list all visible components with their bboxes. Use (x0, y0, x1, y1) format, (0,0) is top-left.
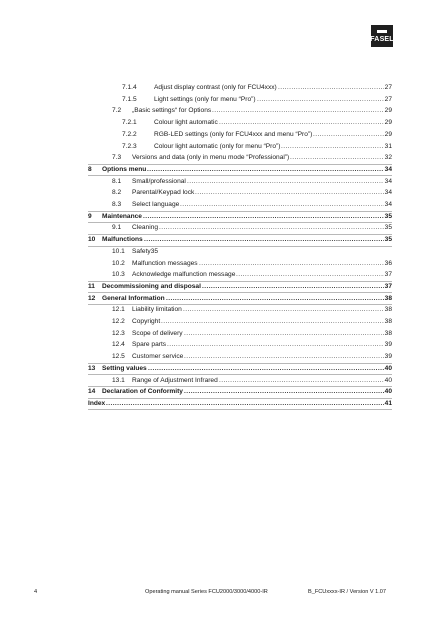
toc-entry-page: 35 (384, 224, 392, 232)
toc-entry-title: Options menu (102, 165, 147, 173)
toc-entry-title: Spare parts (132, 341, 167, 349)
toc-leader-dots (257, 95, 384, 104)
toc-entry-title: „Basic settings“ for Options (132, 107, 212, 115)
toc-leader-dots (187, 177, 384, 186)
toc-separator (88, 409, 392, 410)
toc-entry-page: 31 (384, 142, 392, 150)
toc-leader-dots (212, 106, 384, 115)
toc-entry-title: Light settings (only for menu “Pro”) (154, 95, 256, 103)
toc-entry-number: 12.4 (112, 341, 125, 349)
toc-entry-page: 29 (384, 107, 392, 115)
toc-entry-page: 38 (384, 318, 392, 325)
toc-leader-dots (195, 188, 384, 197)
toc-leader-dots (219, 118, 384, 127)
toc-entry-title: Malfunction messages (132, 259, 198, 267)
toc-entry-number: 13.1 (112, 376, 125, 384)
toc-entry-number: 12.2 (112, 318, 125, 325)
fasel-logo (371, 25, 393, 47)
toc-entry-number: 7.2.3 (122, 142, 137, 150)
toc-leader-dots (180, 200, 384, 209)
toc-leader-dots (278, 83, 384, 92)
toc-entry-title: RGB-LED settings (only for FCU4xxx and menu “Pro”) (154, 130, 313, 138)
toc-entry-title: Malfunctions (102, 236, 143, 244)
toc-entry-title: Parental/Keypad lock (132, 189, 195, 197)
toc-entry-number: 13 (88, 364, 96, 372)
footer-page-number: 4 (34, 589, 38, 595)
toc-leader-dots (147, 165, 384, 174)
toc-entry-title: Maintenance (102, 212, 142, 220)
toc-entry-number: 7.2 (112, 107, 122, 115)
toc-leader-dots (199, 259, 384, 268)
toc-leader-dots (144, 235, 384, 244)
toc-leader-dots (106, 399, 384, 408)
toc-entry-number: 7.2.2 (122, 130, 137, 138)
toc-entry-number: 7.3 (112, 154, 122, 162)
toc-entry-title: Customer service (132, 353, 184, 361)
toc-leader-dots (184, 387, 384, 396)
toc-entry-page: 27 (384, 95, 392, 103)
toc-entry-page: 37 (384, 271, 392, 279)
toc-leader-dots (281, 142, 384, 151)
toc-entry-page: 34 (384, 189, 392, 197)
toc-entry-page: 39 (384, 353, 392, 361)
footer-version: B_FCUxxxx-IR / Version V 1.07 (308, 589, 387, 595)
toc-entry-title: Copyright (132, 318, 161, 325)
toc-leader-dots (202, 282, 384, 291)
toc-entry-number: 7.1.5 (122, 95, 137, 103)
toc-entry-number: 12 (88, 294, 96, 302)
toc-entry-page: 36 (384, 259, 392, 267)
toc-entry-title: Setting values (102, 364, 147, 372)
toc-entry-title: Versions and data (only in menu mode “Professional”) (132, 154, 290, 162)
toc-leader-dots (166, 294, 384, 303)
footer-manual-title: Operating manual Series FCU2000/3000/4000-IR (145, 589, 268, 595)
toc-entry-page: 38 (384, 329, 392, 337)
toc-entry-number: 8.2 (112, 189, 122, 197)
toc-entry-title: Safety35 (132, 247, 159, 255)
toc-entry-page: 32 (384, 154, 392, 162)
toc-entry-title: Colour light automatic (154, 119, 218, 127)
toc-entry-title: Colour light automatic (only for menu “Pro”) (154, 142, 281, 150)
toc-leader-dots (313, 130, 384, 139)
toc-entry-number: 10.1 (112, 247, 125, 255)
toc-entry-title: Adjust display contrast (only for FCU4xxx) (154, 84, 277, 91)
toc-entry-title: Scope of delivery (132, 329, 183, 337)
toc-entry-page: 40 (384, 376, 392, 384)
toc-entry-number: 14 (88, 388, 96, 396)
toc-leader-dots (219, 376, 384, 385)
toc-entry-number: 7.2.1 (122, 119, 137, 127)
toc-entry-title: Declaration of Conformity (102, 388, 183, 396)
toc-leader-dots (184, 352, 384, 361)
toc-leader-dots (161, 317, 384, 326)
toc-entry-number: 7.1.4 (122, 84, 137, 91)
toc-leader-dots (148, 364, 384, 373)
logo-bar (377, 30, 387, 33)
toc-entry-page: 41 (384, 399, 392, 407)
logo-text: FASEL (370, 35, 394, 43)
toc-entry-page: 37 (384, 282, 392, 290)
toc-entry-number: 10.3 (112, 271, 125, 279)
toc-leader-dots (236, 270, 384, 279)
toc-entry-page: 35 (384, 212, 392, 220)
toc-entry-number: 11 (88, 282, 95, 290)
toc-leader-dots (159, 223, 384, 232)
toc-entry-title: Small/professional (132, 177, 186, 185)
toc-entry-page: 35 (384, 236, 392, 244)
toc-entry-number: 8.1 (112, 177, 122, 185)
toc-entry-number: 12.3 (112, 329, 125, 337)
toc-entry-title: Acknowledge malfunction message (132, 271, 236, 279)
toc-entry-title: Decommissioning and disposal (102, 282, 201, 290)
toc-leader-dots (290, 153, 384, 162)
toc-entry-title: Index (88, 399, 106, 407)
toc-entry-page: 27 (384, 84, 392, 91)
toc-entry-page: 40 (384, 364, 392, 372)
toc-entry-number: 9 (88, 212, 92, 220)
toc-entry-title: Range of Adjustment Infrared (132, 376, 218, 384)
toc-leader-dots (143, 212, 384, 221)
toc-entry-number: 10.2 (112, 259, 125, 267)
toc-entry-page: 29 (384, 130, 392, 138)
toc-leader-dots (184, 329, 384, 338)
toc-entry-number: 12.1 (112, 306, 125, 314)
toc-entry-page: 38 (384, 306, 392, 314)
toc-entry-page: 40 (384, 388, 392, 396)
toc-entry-page: 39 (384, 341, 392, 349)
toc-entry-number: 8 (88, 165, 92, 173)
toc-entry-page: 34 (384, 177, 392, 185)
toc-entry-number: 10 (88, 236, 96, 244)
toc-leader-dots (167, 340, 384, 349)
toc-entry-page: 29 (384, 119, 392, 127)
toc-entry-page: 34 (384, 165, 392, 173)
toc-entry-number: 8.3 (112, 201, 122, 208)
toc-entry-page: 34 (384, 201, 392, 208)
toc-entry-title: Cleaning (132, 224, 159, 232)
toc-entry-title: Liability limitation (132, 306, 182, 314)
toc-entry-number: 12.5 (112, 353, 125, 361)
toc-leader-dots (183, 305, 384, 314)
toc-entry-page: 38 (384, 294, 392, 302)
toc-entry-number: 9.1 (112, 224, 122, 232)
toc-entry-title: General Information (102, 294, 165, 302)
toc-entry-title: Select language (132, 201, 180, 208)
